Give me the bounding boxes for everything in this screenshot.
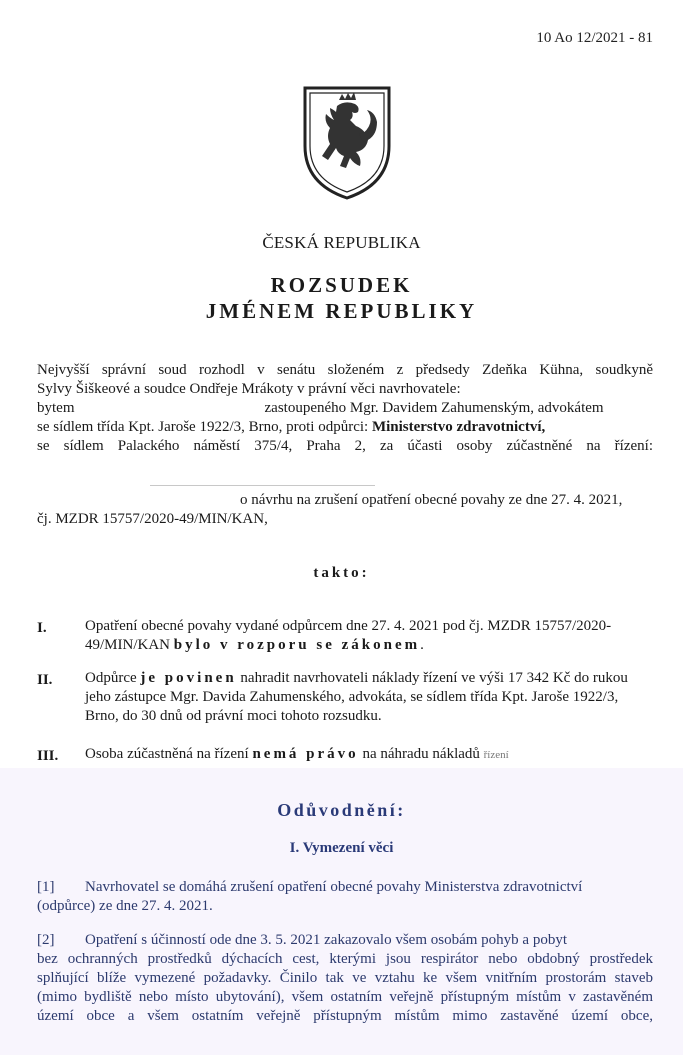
verdict-item (85, 669, 653, 726)
paragraph-number: [2] (37, 932, 55, 948)
paragraph-line (37, 931, 653, 950)
intro-line: Sylvy Šiškeové a soudce Ondřeje Mrákoty v právní věci navrhovatele: (37, 381, 461, 397)
intro-line (37, 418, 653, 437)
paragraph-line (37, 878, 653, 897)
reasoning-heading: Odůvodnění: (277, 800, 406, 820)
redaction-line (150, 485, 375, 486)
paragraph-line: bez ochranných prostředků dýchacích cest, kterými jsou respirátor nebo obdobný prostředek (37, 951, 653, 967)
intro-text: bytem (37, 400, 75, 416)
intro-line: o návrhu na zrušení opatření obecné povahy ze dne 27. 4. 2021, (240, 492, 623, 508)
country-heading: ČESKÁ REPUBLIKA (262, 233, 421, 252)
verdict-emphasis: je povinen (140, 670, 237, 686)
verdict-number: I. (37, 620, 47, 636)
intro-line: Nejvyšší správní soud rozhodl v senátu složeném z předsedy Zdeňka Kühna, soudkyně (37, 362, 653, 378)
verdict-text: Osoba zúčastněná na řízení (85, 746, 249, 762)
section-heading: I. Vymezení věci (289, 840, 394, 856)
paragraph-line: (mimo bydliště nebo místo ubytování), všem ostatním veřejně přístupným místům v zastavěném (37, 989, 653, 1005)
takto-heading: takto: (313, 565, 370, 581)
intro-text: se sídlem třída Kpt. Jaroše 1922/3, Brno, proti odpůrci: (37, 419, 369, 435)
paragraph-text: Navrhovatel se domáhá zrušení opatření obecné povahy Ministerstva zdravotnictví (85, 879, 583, 895)
verdict-text: Odpůrce (85, 670, 137, 686)
intro-line: se sídlem Palackého náměstí 375/4, Praha 2, za účasti osoby zúčastněné na řízení: (37, 438, 653, 454)
faded-text: řízení (483, 749, 509, 761)
verdict-text: nahradit navrhovateli náklady řízení ve výši 17 342 Kč do rukou jeho zástupce Mgr. Davida Zahumenského, advokáta, se sídlem třída Kpt. Jaroše 1922/3, Brno, do 30 dnů od právní moci tohoto rozsudku. (85, 670, 628, 724)
verdict-number: II. (37, 672, 53, 688)
intro-text: zastoupeného Mgr. Davidem Zahumenským, advokátem (264, 400, 604, 416)
paragraph-line: splňující blíže vymezené požadavky. Činilo tak ve vztahu ke všem vnitřním prostorám staveb (37, 970, 653, 986)
judgment-title: ROZSUDEK (270, 273, 413, 297)
verdict-text: . (420, 637, 424, 653)
verdict-emphasis: bylo v rozporu se zákonem (173, 637, 421, 653)
czech-lion-coat-of-arms-icon (301, 84, 393, 202)
verdict-emphasis: nemá právo (252, 746, 359, 762)
paragraph-line: území obce a všem ostatním veřejně přístupným místům mimo zastavěné území obce, (37, 1008, 653, 1024)
paragraph-line: (odpůrce) ze dne 27. 4. 2021. (37, 898, 213, 914)
verdict-item (85, 617, 653, 655)
verdict-text: Opatření obecné povahy vydané odpůrcem dne 27. 4. 2021 pod čj. MZDR 15757/2020-49/MIN/KAN (85, 618, 612, 653)
verdict-text: na náhradu nákladů (362, 746, 480, 762)
respondent-name: Ministerstvo zdravotnictví, (371, 419, 546, 435)
verdict-number: III. (37, 748, 59, 764)
intro-line (37, 399, 653, 418)
judgment-subtitle: JMÉNEM REPUBLIKY (205, 299, 478, 323)
intro-line: čj. MZDR 15757/2020-49/MIN/KAN, (37, 511, 268, 527)
paragraph-text: Opatření s účinností ode dne 3. 5. 2021 zakazovalo všem osobám pohyb a pobyt (85, 932, 567, 948)
paragraph-number: [1] (37, 879, 55, 895)
case-number: 10 Ao 12/2021 - 81 (536, 30, 653, 46)
verdict-item (85, 745, 653, 765)
